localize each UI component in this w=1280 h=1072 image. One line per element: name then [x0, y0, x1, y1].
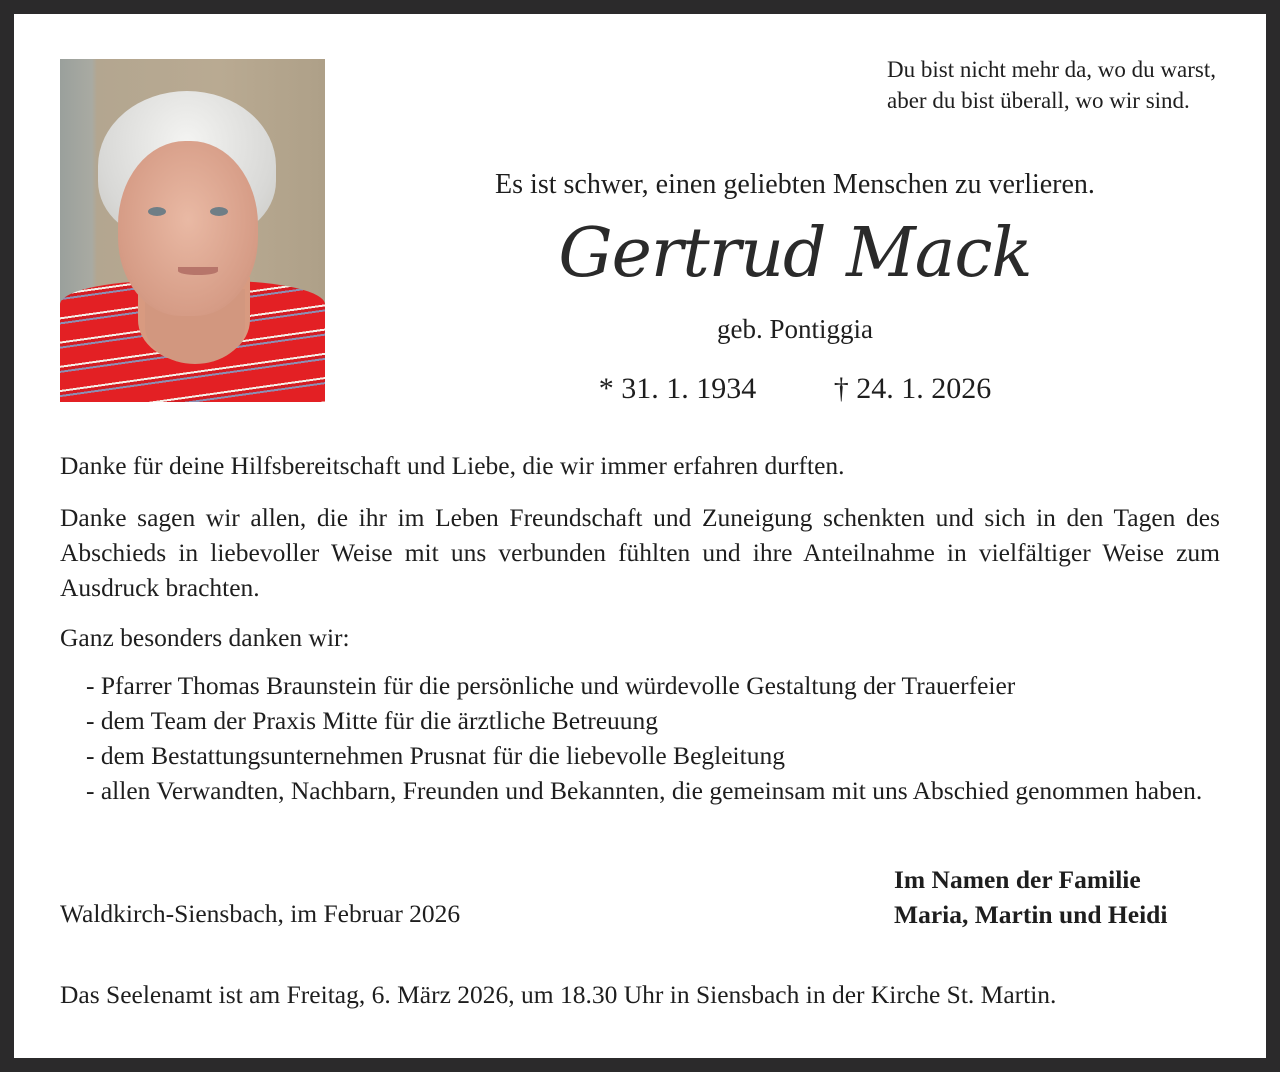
portrait-photo: [60, 59, 325, 402]
list-item: - Pfarrer Thomas Braunstein für die persönliche und würdevolle Gestaltung der Trauerfeier: [86, 671, 1016, 700]
mass-notice: Das Seelenamt ist am Freitag, 6. März 2026, um 18.30 Uhr in Siensbach in der Kirche St. Martin.: [60, 980, 1057, 1009]
signature-line: Im Namen der Familie: [894, 865, 1141, 894]
quote-line: aber du bist überall, wo wir sind.: [887, 88, 1190, 113]
family-signature: [894, 862, 1167, 932]
maiden-name: geb. Pontiggia: [717, 314, 873, 344]
place-date: Waldkirch-Siensbach, im Februar 2026: [60, 899, 461, 928]
birth-date: * 31. 1. 1934: [598, 372, 757, 405]
list-item: - allen Verwandten, Nachbarn, Freunden und Bekannten, die gemeinsam mit uns Abschied genommen haben.: [86, 776, 1203, 805]
signature-line: Maria, Martin und Heidi: [894, 900, 1168, 929]
thanks-intro: Ganz besonders danken wir:: [60, 623, 350, 652]
quote-line: Du bist nicht mehr da, wo du warst,: [887, 57, 1216, 82]
life-dates: [370, 372, 1220, 406]
epigraph-quote: [887, 54, 1216, 116]
deceased-name: Gertrud Mack: [558, 214, 1032, 293]
list-item: - dem Bestattungsunternehmen Prusnat für die liebevolle Begleitung: [86, 741, 785, 770]
thanks-paragraph-1: Danke für deine Hilfsbereitschaft und Liebe, die wir immer erfahren durften.: [60, 451, 845, 480]
thanks-paragraph-2: Danke sagen wir allen, die ihr im Leben Freundschaft und Zuneigung schenkten und sich in den Tagen des Abschieds in liebevoller Weise mit uns verbunden fühlten und ihre Anteilnahme in vielfältiger Weise zum Ausdruck brachten.: [60, 503, 1220, 602]
list-item: - dem Team der Praxis Mitte für die ärztliche Betreuung: [86, 706, 659, 735]
obituary-notice: [14, 14, 1266, 1058]
death-date: † 24. 1. 2026: [833, 372, 992, 405]
thanks-list: [86, 668, 1220, 808]
lead-sentence: Es ist schwer, einen geliebten Menschen zu verlieren.: [495, 169, 1095, 200]
